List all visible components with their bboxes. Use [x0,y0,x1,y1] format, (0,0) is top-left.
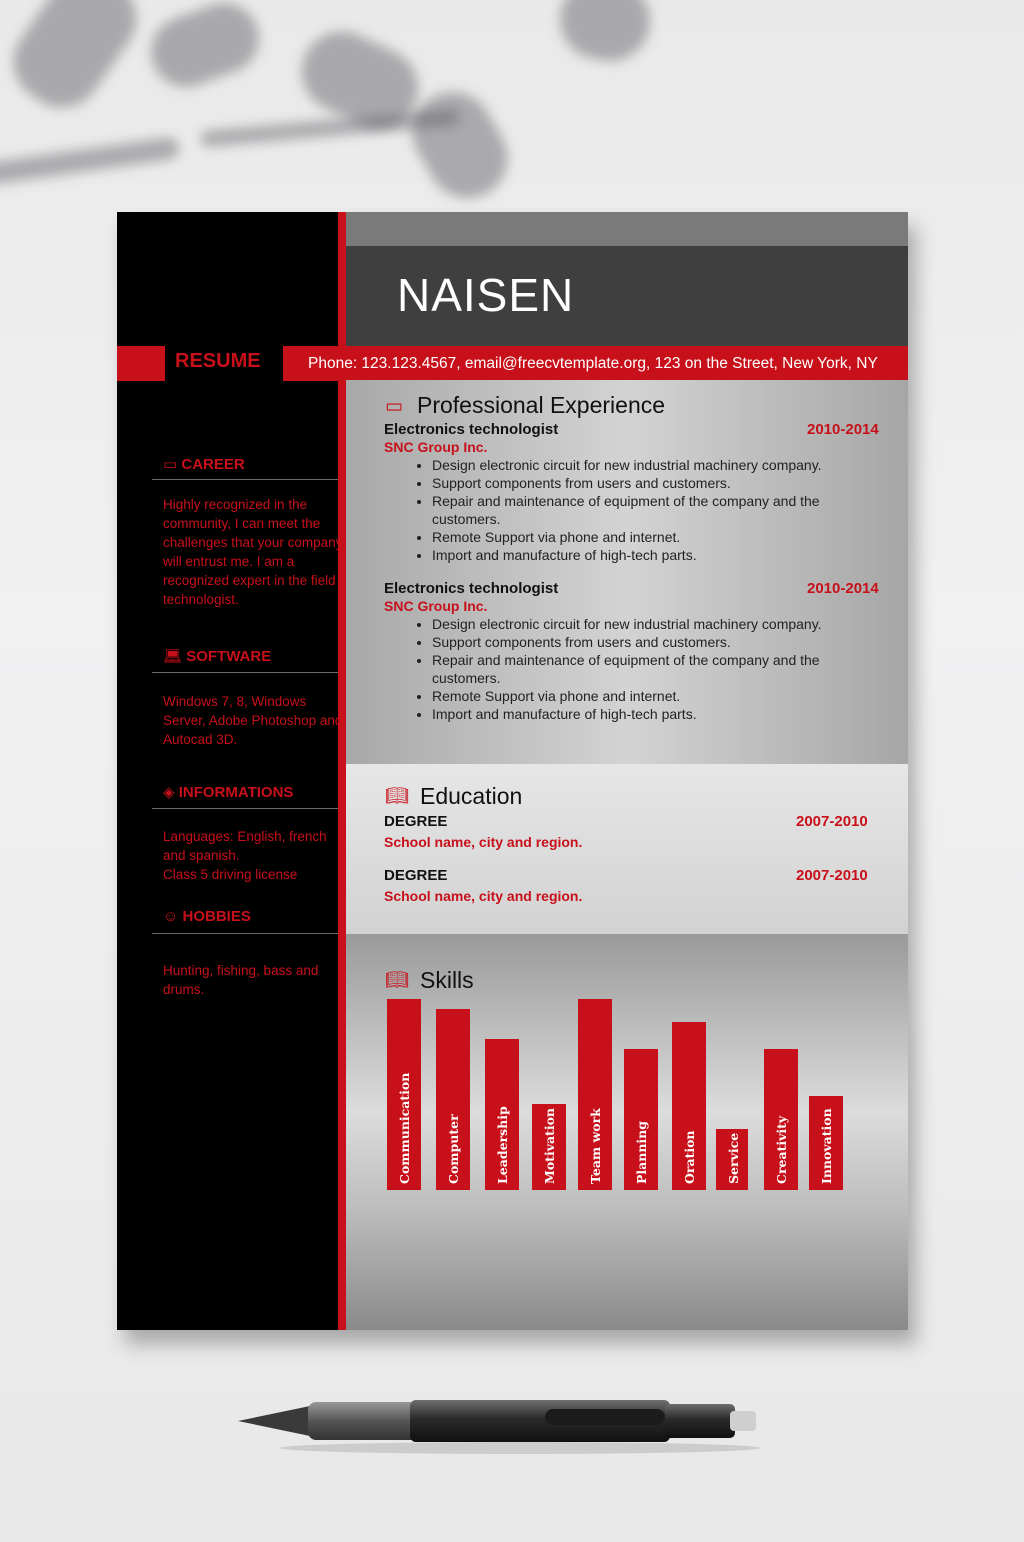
hobbies-heading: ☺ HOBBIES [163,908,251,925]
experience-title: Professional Experience [417,392,666,418]
degree-dates: 2007-2010 [796,813,868,830]
list-item: • Design electronic circuit for new industrial machinery company. [432,616,882,634]
list-item: • Design electronic circuit for new industrial machinery company. [432,457,882,475]
list-item: • Import and manufacture of high-tech parts. [432,706,882,724]
hobbies-text: Hunting, fishing, bass and drums. [163,963,319,997]
degree: DEGREE [384,867,448,884]
job-title: Electronics technologist [384,580,559,597]
skill-label: Leadership [495,1106,510,1184]
divider [152,933,338,934]
career-text: Highly recognized in the community, I can meet the challenges that your company will entrust me. I am a recognized expert in the field technologist. [163,497,343,607]
resume-page [117,212,908,1330]
school-name: School name, city and region. [384,888,583,904]
divider [152,808,338,809]
list-item: • Repair and maintenance of equipment of the company and the customers. [432,652,882,687]
list-item: • Support components from users and customers. [432,634,882,652]
skills-title: Skills [420,967,474,993]
background-shadow [0,0,1024,212]
skill-label: Creativity [774,1115,789,1184]
diamond-icon: ◈ [163,784,175,801]
top-band [346,212,908,246]
job-title: Electronics technologist [384,421,559,438]
career-heading: ▭ CAREER [163,456,245,473]
informations-heading: ◈ INFORMATIONS [163,784,294,801]
folder-icon: ▭ [163,456,178,473]
education-title: Education [420,783,523,809]
company-name: SNC Group Inc. [384,439,488,455]
book-icon: 📖︎ [385,970,410,991]
resume-label: RESUME [175,350,261,372]
skill-label: Planning [634,1120,649,1184]
list-item: • Remote Support via phone and internet. [432,688,882,706]
skill-label: Communication [397,1072,412,1184]
job-duties [414,616,882,724]
school-name: School name, city and region. [384,834,583,850]
list-item: • Remote Support via phone and internet. [432,529,882,547]
list-item: • Support components from users and customers. [432,475,882,493]
skill-label: Service [726,1132,741,1184]
candidate-name: NAISEN [397,269,575,321]
skill-label: Team work [588,1108,603,1184]
contact-info: Phone: 123.123.4567, email@freecvtemplate.org, 123 on the Street, New York, NY [308,355,878,372]
skill-label: Innovation [819,1108,834,1184]
informations-text: Languages: English, french and spanish. Class 5 driving license [163,829,327,882]
skill-label: Oration [682,1130,697,1184]
job-dates: 2010-2014 [807,580,879,597]
laptop-icon: 💻︎ [163,648,183,665]
skill-label: Motivation [542,1107,557,1184]
job-duties [414,457,882,565]
software-text: Windows 7, 8, Windows Server, Adobe Photoshop and Autocad 3D. [163,694,343,747]
job-dates: 2010-2014 [807,421,879,438]
divider [152,672,338,673]
divider [152,479,338,480]
pen-illustration [230,1390,770,1460]
skill-label: Computer [446,1114,461,1184]
company-name: SNC Group Inc. [384,598,488,614]
book-icon: 📖︎ [385,786,410,807]
list-item: • Import and manufacture of high-tech parts. [432,547,882,565]
folder-icon: ▭ [385,396,403,417]
software-heading: 💻︎ SOFTWARE [163,648,272,665]
smiley-icon: ☺ [163,908,179,925]
degree: DEGREE [384,813,448,830]
resume-bar [117,346,165,381]
degree-dates: 2007-2010 [796,867,868,884]
list-item: • Repair and maintenance of equipment of the company and the customers. [432,493,882,528]
